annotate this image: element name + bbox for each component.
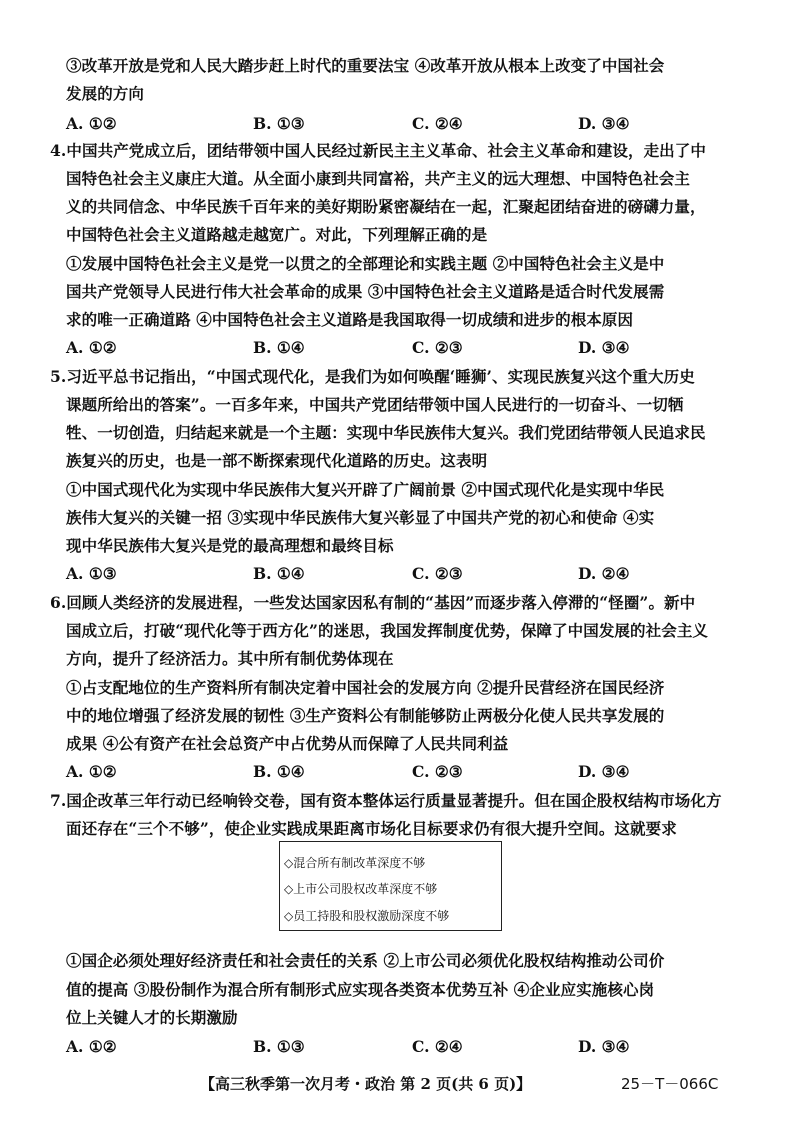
material-item: ◇混合所有制改革深度不够 <box>284 856 426 870</box>
text-line: 发展的方向 <box>66 84 145 103</box>
text-line: ①国企必须处理好经济责任和社会责任的关系 ②上市公司必须优化股权结构推动公司价 <box>66 951 665 970</box>
question-5-stem: 5.习近平总书记指出，“中国式现代化，是我们为如何唤醒‘睡狮’、实现民族复兴这个重大历史 <box>50 367 695 386</box>
option-a: A. ①② <box>66 762 117 781</box>
page-footer: 【高三秋季第一次月考・政治 第 2 页(共 6 页)】 <box>200 1075 532 1093</box>
option-a: A. ①③ <box>66 564 117 583</box>
option-a: A. ①② <box>66 338 117 357</box>
material-box <box>279 841 502 931</box>
option-d: D. ③④ <box>578 114 630 133</box>
text-line: 义的共同信念、中华民族千百年来的美好期盼紧密凝结在一起，汇聚起团结奋进的磅礴力量， <box>66 197 706 216</box>
text-line: ①占支配地位的生产资料所有制决定着中国社会的发展方向 ②提升民营经济在国民经济 <box>66 678 665 697</box>
option-d: D. ②④ <box>578 564 630 583</box>
option-c: C. ②④ <box>412 114 463 133</box>
text-line: 国共产党领导人民进行伟大社会革命的成果 ③中国特色社会主义道路是适合时代发展需 <box>66 282 665 301</box>
option-c: C. ②③ <box>412 564 463 583</box>
option-c: C. ②④ <box>412 1037 463 1056</box>
option-b: B. ①③ <box>253 114 305 133</box>
material-item: ◇上市公司股权改革深度不够 <box>284 882 438 896</box>
text-line: 求的唯一正确道路 ④中国特色社会主义道路是我国取得一切成绩和进步的根本原因 <box>66 310 634 329</box>
question-6-stem: 6.回顾人类经济的发展进程，一些发达国家因私有制的“基因”而逐步落入停滞的“怪圈”。新中 <box>50 593 696 612</box>
text-line: 值的提高 ③股份制作为混合所有制形式应实现各类资本优势互补 ④企业应实施核心岗 <box>66 980 655 999</box>
paper-code: 25－T－066C <box>621 1075 719 1093</box>
option-c: C. ②③ <box>412 762 463 781</box>
text-line: 中国特色社会主义道路越走越宽广。对此，下列理解正确的是 <box>66 225 488 244</box>
option-a: A. ①② <box>66 114 117 133</box>
text-line: 牲、一切创造，归结起来就是一个主题：实现中华民族伟大复兴。我们党团结带领人民追求民 <box>66 423 706 442</box>
option-d: D. ③④ <box>578 1037 630 1056</box>
text-line: ①发展中国特色社会主义是党一以贯之的全部理论和实践主题 ②中国特色社会主义是中 <box>66 254 665 273</box>
text-line: 国成立后，打破“现代化等于西方化”的迷思，我国发挥制度优势，保障了中国发展的社会主义 <box>66 621 709 640</box>
option-b: B. ①④ <box>253 762 305 781</box>
option-d: D. ③④ <box>578 762 630 781</box>
text-line: ①中国式现代化为实现中华民族伟大复兴开辟了广阔前景 ②中国式现代化是实现中华民 <box>66 480 665 499</box>
option-c: C. ②③ <box>412 338 463 357</box>
option-b: B. ①④ <box>253 338 305 357</box>
text-line: 中的地位增强了经济发展的韧性 ③生产资料公有制能够防止两极分化使人民共享发展的 <box>66 706 665 725</box>
option-b: B. ①③ <box>253 1037 305 1056</box>
text-line: 面还存在“三个不够”，使企业实践成果距离市场化目标要求仍有很大提升空间。这就要求 <box>66 819 677 838</box>
text-line: 方向，提升了经济活力。其中所有制优势体现在 <box>66 649 394 668</box>
text-line: 国特色社会主义康庄大道。从全面小康到共同富裕，共产主义的远大理想、中国特色社会主 <box>66 169 691 188</box>
material-item: ◇员工持股和股权激励深度不够 <box>284 909 450 923</box>
text-line: 课题所给出的答案”。一百多年来，中国共产党团结带领中国人民进行的一切奋斗、一切牺 <box>66 395 684 414</box>
text-line: 成果 ④公有资产在社会总资产中占优势从而保障了人民共同利益 <box>66 734 509 753</box>
text-line: 族复兴的历史，也是一部不断探索现代化道路的历史。这表明 <box>66 451 488 470</box>
option-a: A. ①② <box>66 1037 117 1056</box>
option-b: B. ①④ <box>253 564 305 583</box>
text-line: 现中华民族伟大复兴是党的最高理想和最终目标 <box>66 536 394 555</box>
text-line: 族伟大复兴的关键一招 ③实现中华民族伟大复兴彰显了中国共产党的初心和使命 ④实 <box>66 508 655 527</box>
text-line: 位上关键人才的长期激励 <box>66 1008 238 1027</box>
text-line: ③改革开放是党和人民大踏步赶上时代的重要法宝 ④改革开放从根本上改变了中国社会 <box>66 56 665 75</box>
question-7-stem: 7.国企改革三年行动已经响铃交卷，国有资本整体运行质量显著提升。但在国企股权结构市场化方 <box>50 791 722 810</box>
option-d: D. ③④ <box>578 338 630 357</box>
question-4-stem: 4.中国共产党成立后，团结带领中国人民经过新民主主义革命、社会主义革命和建设，走出了中 <box>50 141 706 160</box>
